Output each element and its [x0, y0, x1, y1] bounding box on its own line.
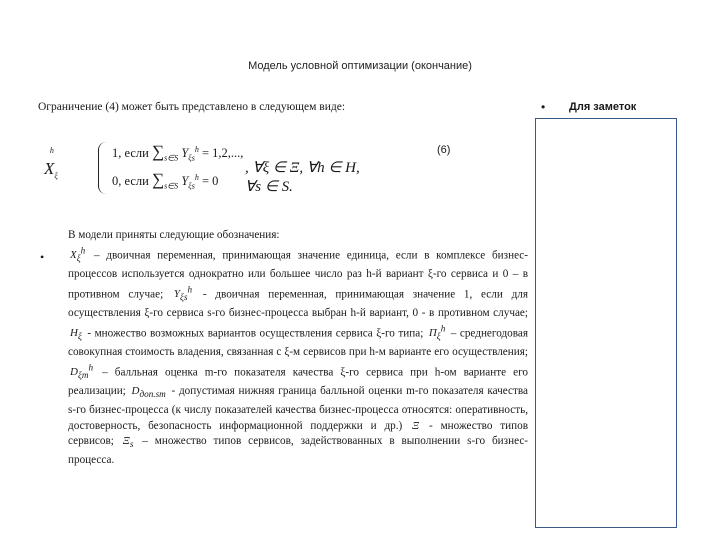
formula-brace: [98, 142, 109, 194]
bullet-icon: •: [40, 250, 45, 264]
intro-text: Ограничение (4) может быть представлено в следующем виде:: [38, 101, 346, 113]
notation-body: $X_\xi^h$ – двоичная переменная, принимающая значение единица, если в комплексе бизнес-процессов используется однократно или большее число раз h-й вариант ξ-го сервиса и 0 – в противном случае; $Y_{\xi s}^h$ - двоичная переменная, принимающая значение 1, если для осуществления ξ-го сервиса s-го бизнес-процесса выбран h-й вариант, 0 - в противном случае; $H_\xi$ - множество возможных вариантов осуществления сервиса ξ-го типа; $\Pi_\xi^h$ – среднегодовая совокупная стоимость владения, связанная с ξ-м сервисов при h-м варианте его осуществления; $D_{\xi m}^h$ – балльная оценка m-го показателя качества ξ-го сервиса при h-ом варианте его реализации; $D_{доп.sm}$ - допустимая нижняя граница балльной оценки m-го показателя качества s-го бизнес-процесса (к числу показателей качества бизнес-процесса относятся: оперативность, достоверность, безопасность информационной поддержки и др.) Ξ - множество типов сервисов; $\Xi_s$ – множество типов сервисов, задействованных в выполнении s-го бизнес-процесса.: [68, 245, 529, 466]
formula-condition: , ∀ξ ∈ Ξ, ∀h ∈ H, ∀s ∈ S.: [245, 160, 360, 195]
equation-number: (6): [437, 144, 451, 156]
formula-row1: 1, если $\sum_{s\in S}$ $Y_{\xi s}^h = 1,2$,...,: [112, 142, 244, 163]
formula-row2: 0, если $\sum_{s\in S}$ $Y_{\xi s}^h = 0$: [112, 170, 219, 191]
page-title: Модель условной оптимизации (окончание): [248, 60, 472, 72]
constraint-formula: [40, 140, 370, 200]
notation-heading: В модели приняты следующие обозначения:: [68, 229, 280, 241]
sidebar-bullet-icon: •: [541, 100, 546, 114]
notation-list: [68, 228, 528, 468]
notes-title: Для заметок: [569, 101, 637, 113]
notes-box[interactable]: [535, 118, 677, 528]
formula-lhs: $X_\xi^h$: [44, 146, 58, 181]
